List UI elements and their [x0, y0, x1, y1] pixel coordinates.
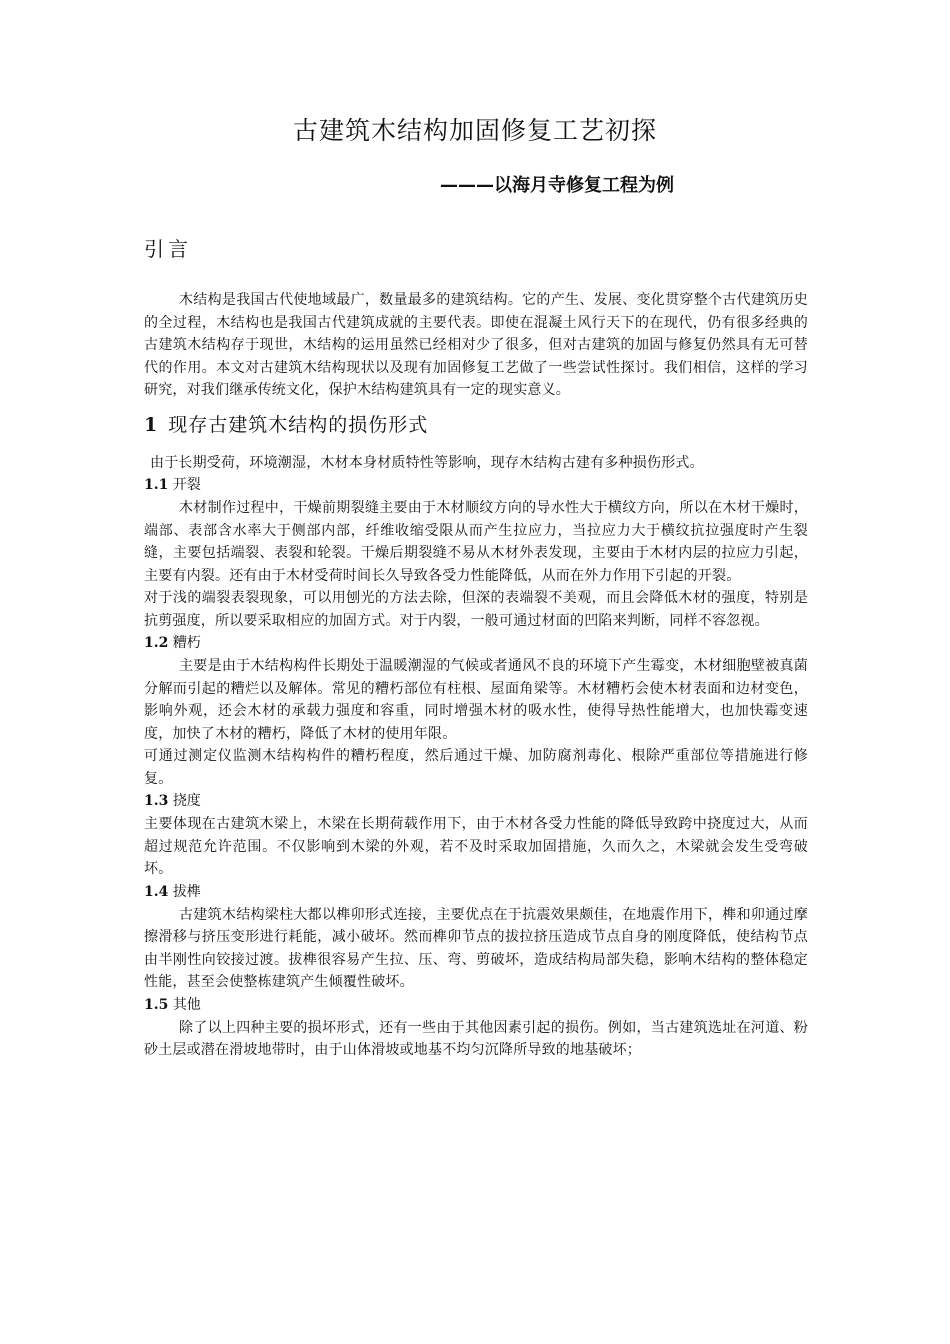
section-1-1-heading [144, 474, 808, 497]
section-number: 1.1 [144, 477, 169, 493]
section-1-4-heading [144, 881, 808, 904]
section-1-2-heading [144, 632, 808, 655]
section-1-2-paragraph-2: 可通过测定仪监测木结构构件的糟朽程度，然后通过干燥、加防腐剂毒化、根除严重部位等措施进行修复。 [144, 748, 808, 787]
document-subtitle: ———以海月寺修复工程为例 [440, 175, 674, 196]
section-title: 其他 [172, 996, 201, 1013]
section-number: 1.3 [144, 793, 169, 809]
section-1-5-paragraph-1: 除了以上四种主要的损坏形式，还有一些由于其他因素引起的损伤。例如，当古建筑选址在河道、粉砂土层或潜在滑坡地带时，由于山体滑坡或地基不均匀沉降所导致的地基破坏； [144, 1019, 808, 1058]
section-1-3-heading [144, 790, 808, 813]
document-body [144, 289, 808, 1062]
section-number: 1.5 [144, 996, 169, 1013]
section-1-5-heading [144, 994, 808, 1017]
section-number: 1.4 [144, 883, 169, 900]
intro-heading: 引言 [144, 237, 192, 261]
section-title: 糟朽 [172, 635, 201, 651]
section-1-3-paragraph-1: 主要体现在古建筑木梁上，木梁在长期荷载作用下，由于木材各受力性能的降低导致跨中挠度过大，从而超过规范允许范围。不仅影响到木梁的外观，若不及时采取加固措施，久而久之，木梁就会发生受弯破坏。 [144, 816, 808, 877]
section-1-heading [144, 408, 808, 442]
section-1-1-paragraph-2: 对于浅的端裂表裂现象，可以用刨光的方法去除，但深的表端裂不美观，而且会降低木材的强度，特别是抗剪强度，所以要采取相应的加固方式。对于内裂，一般可通过材面的凹陷来判断，同样不容忽视。 [144, 590, 808, 629]
section-title: 挠度 [172, 793, 201, 809]
section-1-2-paragraph-1: 主要是由于木结构构件长期处于温暖潮湿的气候或者通风不良的环境下产生霉变，木材细胞壁被真菌分解而引起的糟烂以及解体。常见的糟朽部位有柱根、屋面角梁等。木材糟朽会使木材表面和边材变色，影响外观，还会木材的承载力强度和容重，同时增强木材的吸水性，使得导热性能增大，也加快霉变速度，加快了木材的糟朽，降低了木材的使用年限。 [144, 658, 808, 742]
section-number: 1.2 [144, 635, 169, 651]
section-number: 1 [144, 413, 159, 436]
section-title: 现存古建筑木结构的损伤形式 [168, 413, 429, 436]
section-1-lead: 由于长期受荷，环境潮湿，木材本身材质特性等影响，现存木结构古建有多种损伤形式。 [150, 454, 704, 471]
section-1-4-paragraph-1: 古建筑木结构梁柱大都以榫卯形式连接，主要优点在于抗震效果颇佳，在地震作用下，榫和卯通过摩擦滑移与挤压变形进行耗能，减小破坏。然而榫卯节点的拔拉挤压造成节点自身的刚度降低，使结构节点由半刚性向铰接过渡。拔榫很容易产生拉、压、弯、剪破坏，造成结构局部失稳，影响木结构的整体稳定性能，甚至会使整栋建筑产生倾覆性破坏。 [144, 906, 808, 990]
intro-paragraph: 木结构是我国古代使地域最广，数量最多的建筑结构。它的产生、发展、变化贯穿整个古代建筑历史的全过程，木结构也是我国古代建筑成就的主要代表。即使在混凝土风行天下的在现代，仍有很多经典的古建筑木结构存于现世，木结构的运用虽然已经相对少了很多，但对古建筑的加固与修复仍然具有无可替代的作用。本文对古建筑木结构现状以及现有加固修复工艺做了一些尝试性探讨。我们相信，这样的学习研究，对我们继承传统文化，保护木结构建筑具有一定的现实意义。 [144, 292, 808, 398]
document-title: 古建筑木结构加固修复工艺初探 [292, 116, 657, 145]
section-1-1-paragraph-1: 木材制作过程中，干燥前期裂缝主要由于木材顺纹方向的导水性大于横纹方向，所以在木材干燥时，端部、表部含水率大于侧部内部，纤维收缩受限从而产生拉应力，当拉应力大于横纹抗拉强度时产生裂缝，主要包括端裂、表裂和轮裂。干燥后期裂缝不易从木材外表发现，主要由于木材内层的拉应力引起，主要有内裂。还有由于木材受荷时间长久导致各受力性能降低，从而在外力作用下引起的开裂。 [144, 500, 808, 584]
section-title: 拔榫 [172, 883, 201, 900]
section-title: 开裂 [172, 477, 201, 493]
